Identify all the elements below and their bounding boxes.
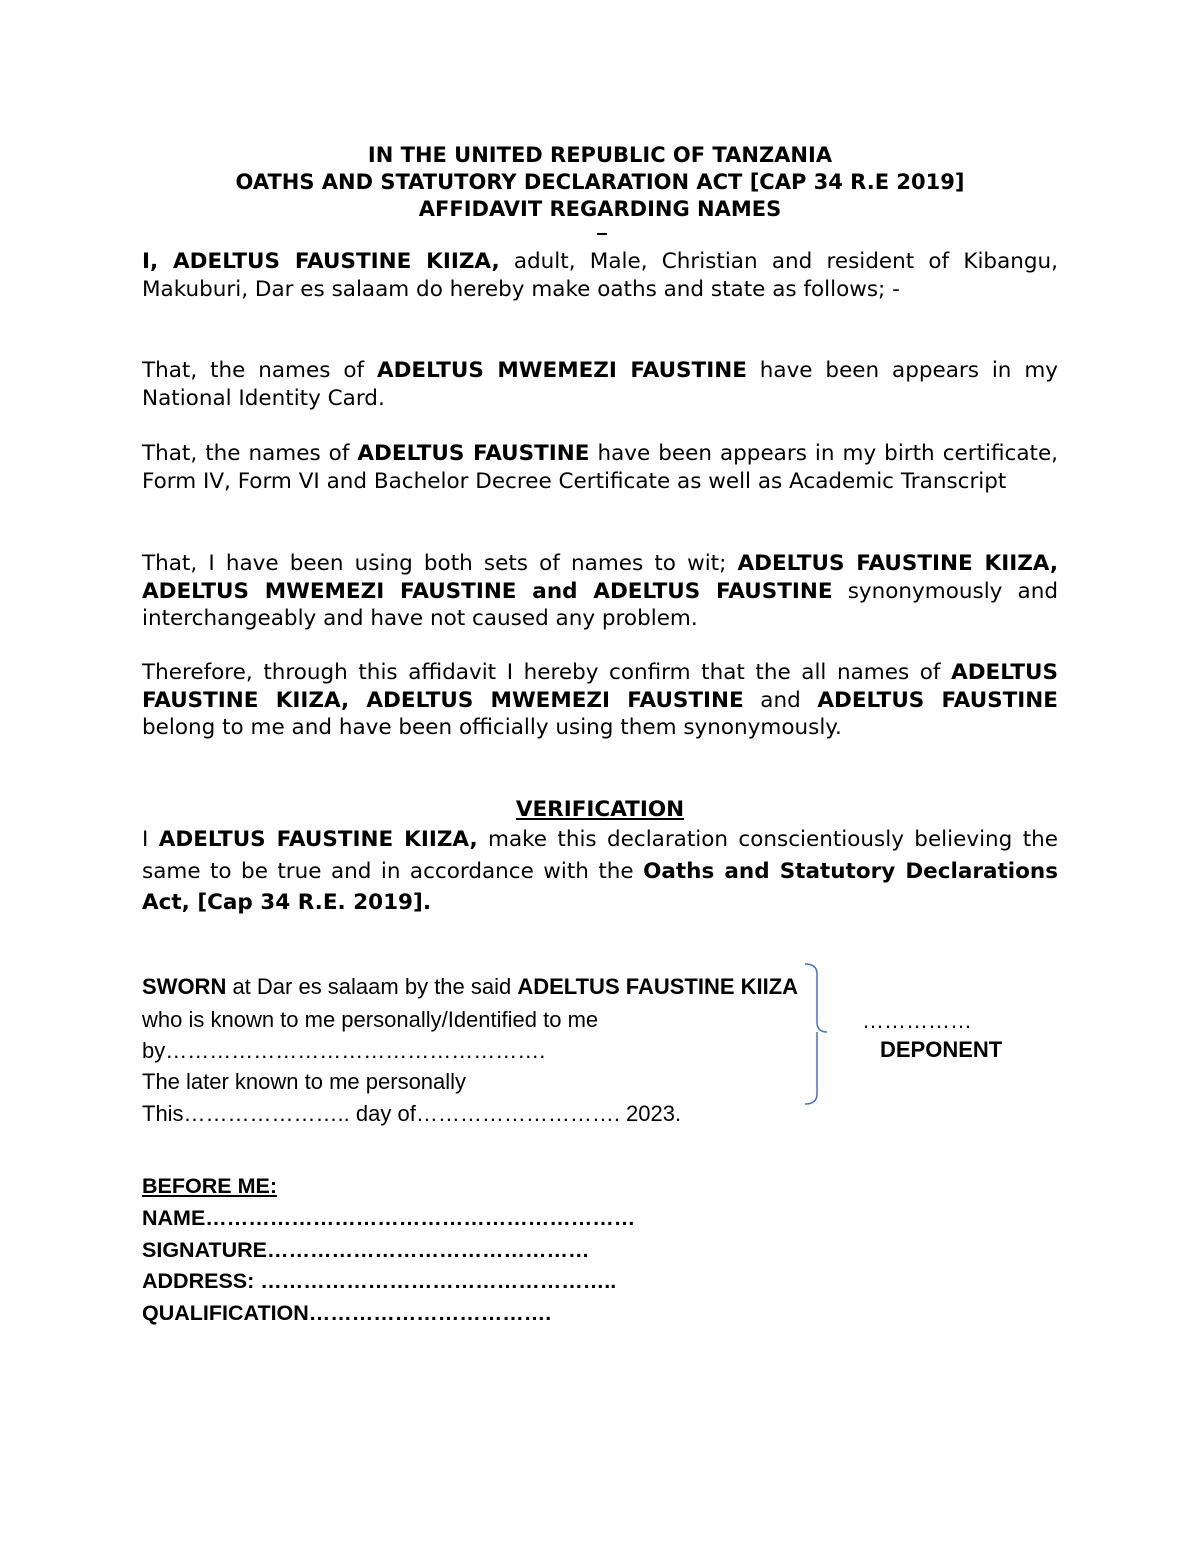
sworn-mid: at Dar es salaam by the said	[226, 974, 518, 999]
sworn-line	[142, 974, 798, 1000]
para2-pre: That, the names of	[142, 441, 358, 466]
para3-names: ADELTUS FAUSTINE KIIZA, ADELTUS MWEMEZI FAUSTINE and ADELTUS FAUSTINE	[142, 551, 1058, 604]
sworn-known: who is known to me personally/Identified to me	[142, 1007, 599, 1032]
paragraph-both-names	[142, 550, 1058, 633]
verification-act: Oaths and Statutory Declarations Act, [Cap 34 R.E. 2019].	[142, 858, 1059, 915]
para4-post: belong to me and have been officially using them synonymously.	[142, 715, 842, 740]
sworn-identified-by: by…………………………………………….	[142, 1038, 546, 1063]
heading-country: IN THE UNITED REPUBLIC OF TANZANIA	[367, 143, 833, 167]
heading-title: AFFIDAVIT REGARDING NAMES	[418, 197, 782, 221]
commissioner-address-line: ADDRESS: …………………………………………..	[142, 1269, 617, 1293]
sworn-word: SWORN	[142, 974, 227, 999]
jurat-bracket	[800, 960, 840, 1110]
commissioner-name-line: NAME……………………………………………………	[142, 1206, 636, 1230]
paragraph-national-id	[142, 357, 1058, 412]
para4-name2: ADELTUS FAUSTINE	[817, 687, 1058, 713]
para1-pre: That, the names of	[142, 358, 377, 383]
verification-title: VERIFICATION	[515, 797, 685, 822]
decorative-dash	[597, 233, 607, 235]
commissioner-qualification-line: QUALIFICATION…………………………….	[142, 1301, 552, 1325]
para4-names: ADELTUS FAUSTINE KIIZA, ADELTUS MWEMEZI FAUSTINE	[142, 660, 1058, 713]
sworn-name: ADELTUS FAUSTINE KIIZA	[517, 974, 799, 999]
intro-paragraph	[142, 248, 1058, 303]
verification-name: ADELTUS FAUSTINE KIIZA,	[158, 827, 478, 852]
sworn-later-known: The later known to me personally	[142, 1069, 467, 1094]
verification-paragraph	[142, 824, 1058, 919]
para3-pre: That, I have been using both sets of names to wit;	[142, 551, 738, 576]
para2-name: ADELTUS FAUSTINE	[357, 441, 590, 466]
paragraph-confirmation	[142, 659, 1058, 742]
verification-pre: I	[142, 827, 159, 852]
deponent-name: I, ADELTUS FAUSTINE KIIZA,	[142, 249, 500, 274]
heading-act: OATHS AND STATUTORY DECLARATION ACT [CAP 34 R.E 2019]	[235, 170, 965, 194]
deponent-signature-dots: ……………	[862, 1008, 972, 1033]
deponent-label: DEPONENT	[880, 1037, 1003, 1062]
para4-pre: Therefore, through this affidavit I hereby confirm that the all names of	[142, 660, 952, 685]
before-me-title: BEFORE ME:	[142, 1174, 277, 1198]
para1-post: have been appears in my National Identity Card.	[142, 358, 1058, 411]
para4-mid: and	[743, 687, 818, 713]
para2-post: have been appears in my birth certificate, Form IV, Form VI and Bachelor Decree Certificate as well as Academic Transcript	[142, 441, 1059, 494]
sworn-date: This………………….. day of………………………. 2023.	[142, 1101, 682, 1126]
para3-post: synonymously and interchangeably and have not caused any problem.	[142, 578, 1058, 631]
commissioner-signature-line: SIGNATURE………………………………………	[142, 1238, 590, 1262]
para1-name: ADELTUS MWEMEZI FAUSTINE	[376, 358, 747, 383]
bracket-line	[805, 964, 827, 1104]
paragraph-certificates	[142, 440, 1058, 495]
verification-text: make this declaration conscientiously believing the same to be true and in accordance with the	[142, 827, 1058, 884]
intro-text: adult, Male, Christian and resident of Kibangu, Makuburi, Dar es salaam do hereby make oaths and state as follows; -	[142, 249, 1058, 302]
